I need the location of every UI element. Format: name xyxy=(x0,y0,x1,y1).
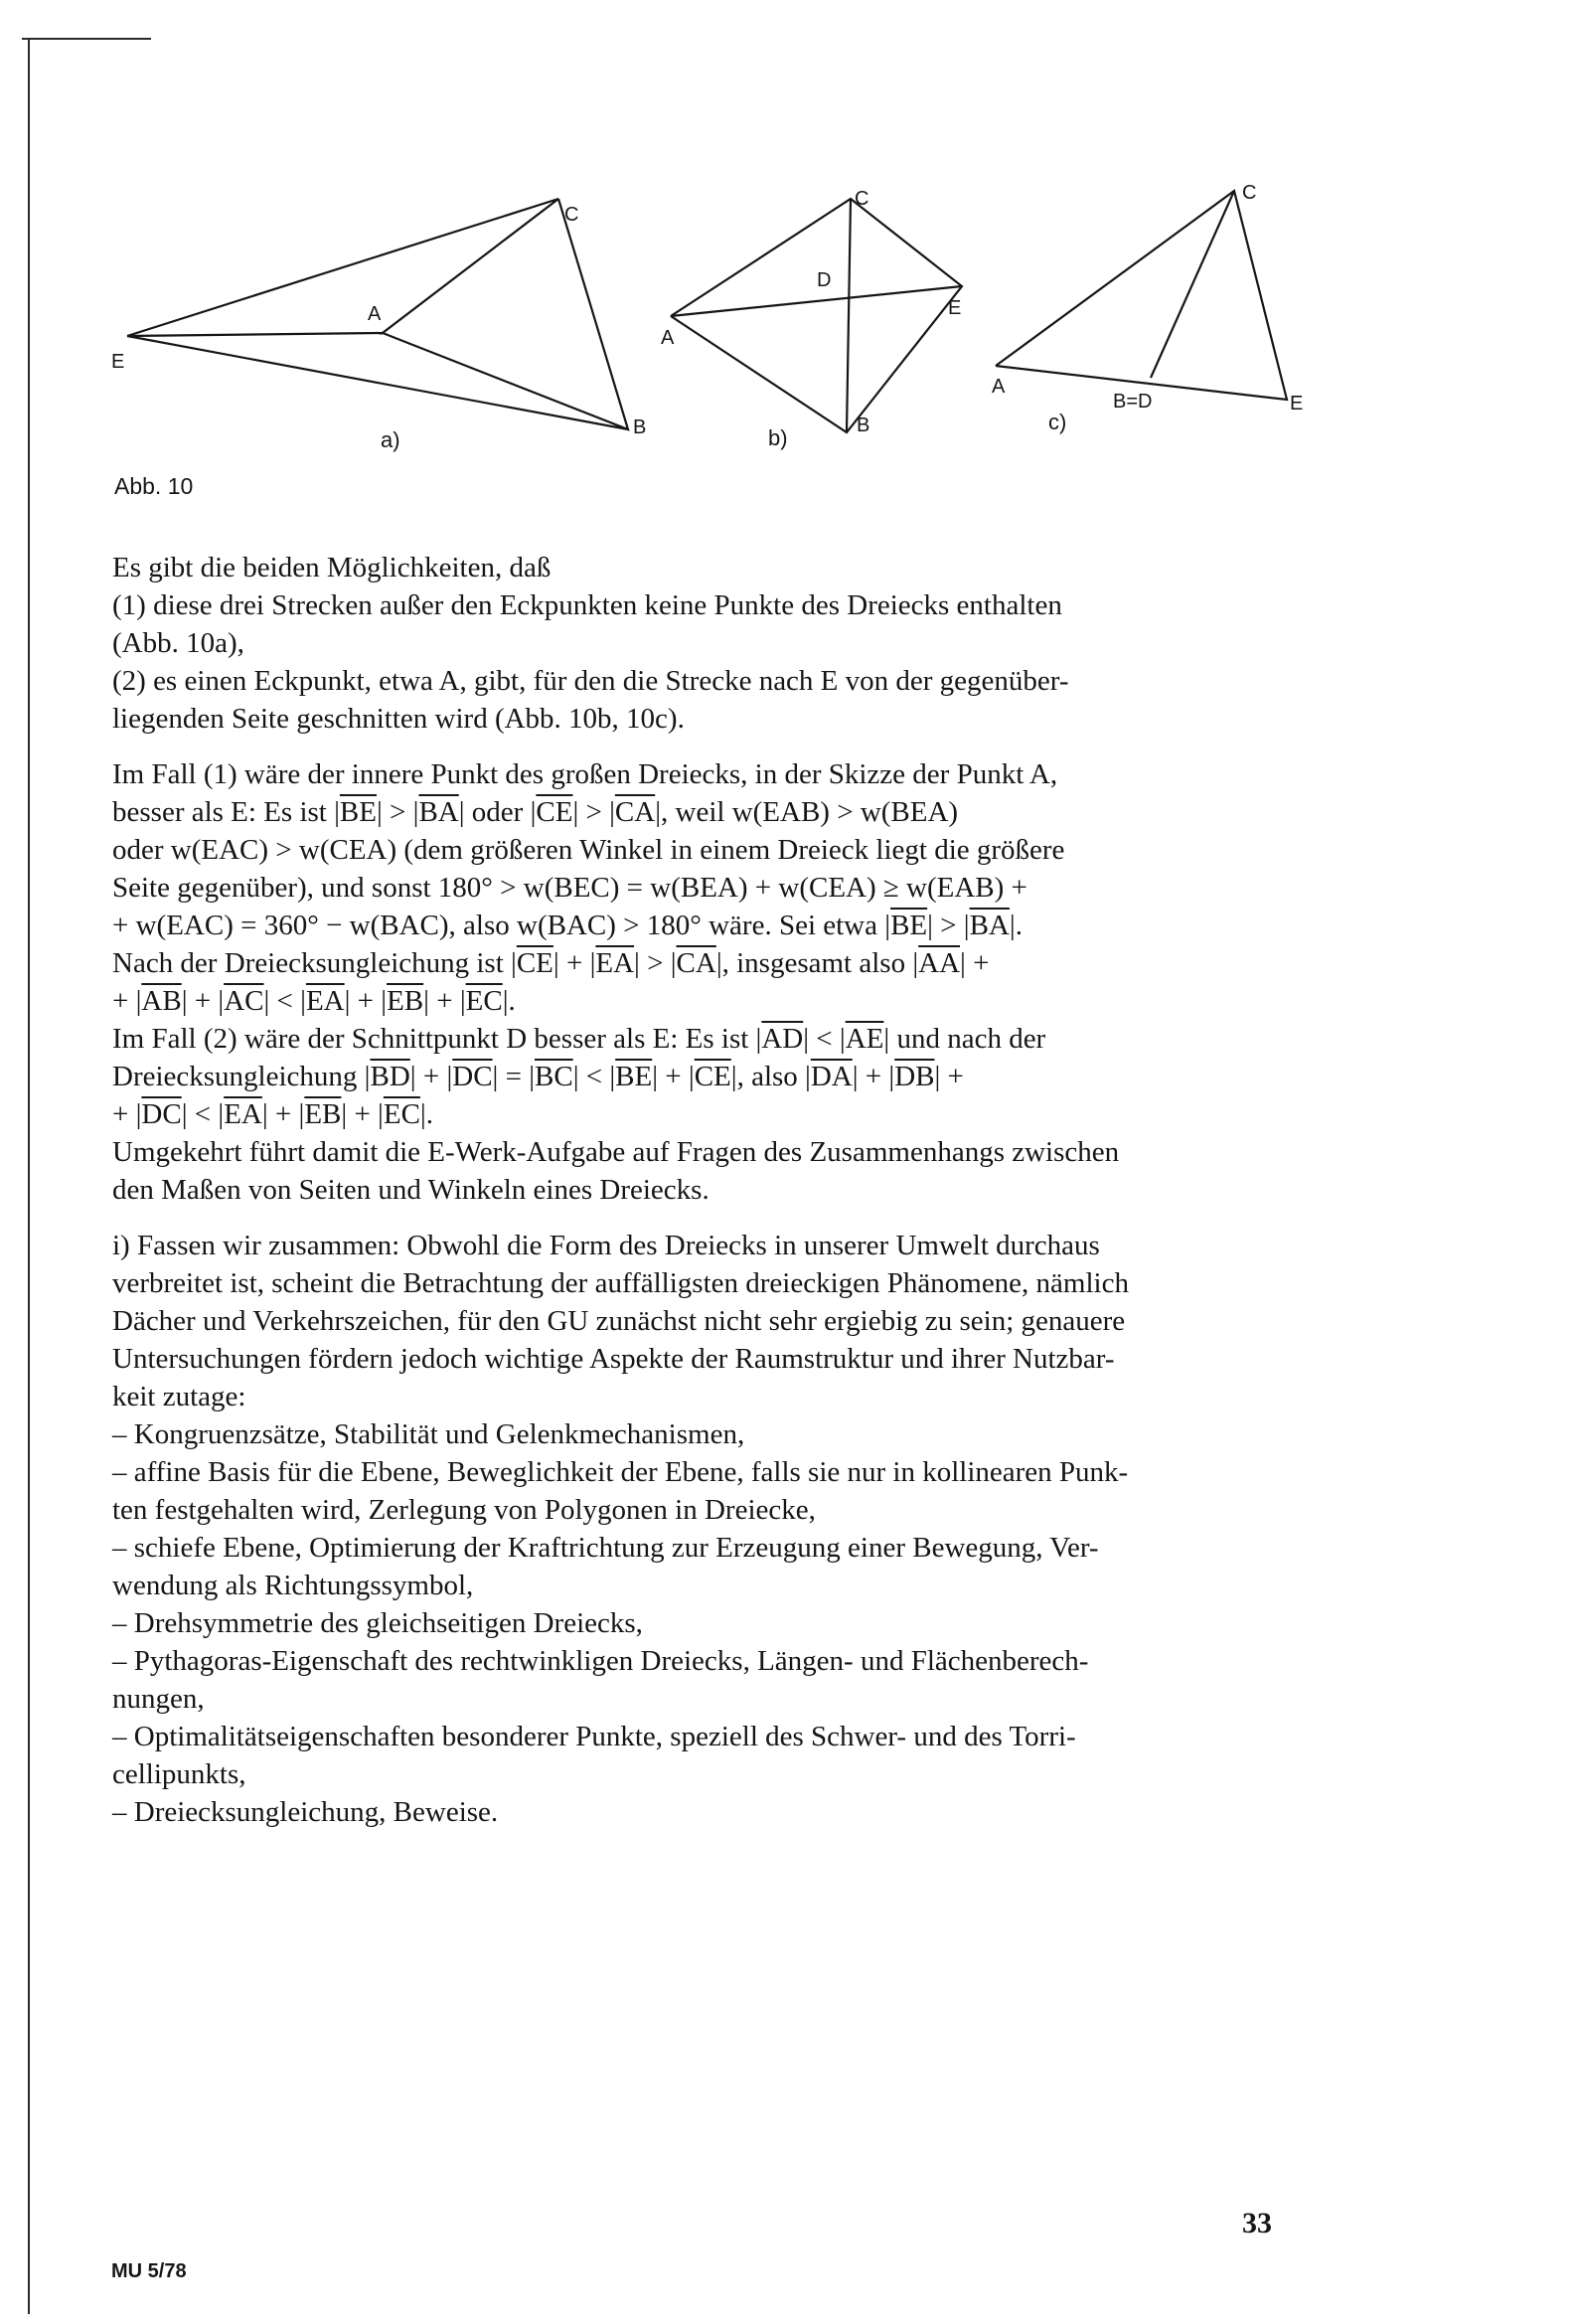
scan-margin-line xyxy=(28,38,30,2314)
text-line: ten festgehalten wird, Zerlegung von Polygonen in Dreiecke, xyxy=(112,1494,816,1526)
segment-ec-a xyxy=(127,199,558,336)
point-label-a-b: A xyxy=(661,327,675,349)
text-line: (2) es einen Eckpunkt, etwa A, gibt, für den die Strecke nach E von der gegenüber- xyxy=(112,665,1069,697)
body-text xyxy=(112,549,1285,1831)
text-line: wendung als Richtungssymbol, xyxy=(112,1570,474,1601)
triangle-abc-a xyxy=(383,199,628,429)
quad-acbe-b xyxy=(671,199,962,432)
panel-label-a: a) xyxy=(381,427,400,452)
segment-ea-a xyxy=(127,333,383,336)
text-line: (1) diese drei Strecken außer den Eckpunkten keine Punkte des Dreiecks enthalten xyxy=(112,589,1062,621)
text-line: Untersuchungen fördern jedoch wichtige Aspekte der Raumstruktur und ihrer Nutzbar- xyxy=(112,1343,1115,1375)
panel-a xyxy=(111,199,646,452)
text-line: oder w(EAC) > w(CEA) (dem größeren Winkel in einem Dreieck liegt die größere xyxy=(112,834,1065,866)
triangle-diagrams xyxy=(99,169,1322,507)
list-item: – Dreiecksungleichung, Beweise. xyxy=(112,1796,499,1828)
panel-label-c: c) xyxy=(1048,410,1067,434)
list-item: – affine Basis für die Ebene, Beweglichkeit der Ebene, falls sie nur in kollinearen Punk- xyxy=(112,1456,1129,1488)
text-line: nungen, xyxy=(112,1683,205,1715)
point-label-c-b: C xyxy=(855,188,869,210)
point-label-a-a: A xyxy=(368,303,382,325)
point-label-d-b: D xyxy=(817,269,832,291)
panel-c xyxy=(992,182,1303,434)
point-label-a-c: A xyxy=(992,376,1006,398)
text-line: cellipunkts, xyxy=(112,1758,246,1790)
text-line: Umgekehrt führt damit die E-Werk-Aufgabe auf Fragen des Zusammenhangs zwischen xyxy=(112,1136,1120,1168)
point-label-e-c: E xyxy=(1290,393,1304,415)
journal-reference: MU 5/78 xyxy=(111,2260,187,2282)
text-line: + w(EAC) = 360° − w(BAC), also w(BAC) > 180° wäre. Sei etwa $|\overline{BE}| > |\overline{BA}|$. xyxy=(112,910,1023,941)
text-line: Im Fall (1) wäre der innere Punkt des großen Dreiecks, in der Skizze der Punkt A, xyxy=(112,758,1058,790)
page-number: 33 xyxy=(1242,2207,1272,2240)
text-line: + $|\overline{AB}| + |\overline{AC}| < |\overline{EA}| + |\overline{EB}| + |\overline{EC}|$. xyxy=(112,985,516,1017)
point-label-c-a: C xyxy=(564,204,579,226)
list-item: – Kongruenzsätze, Stabilität und Gelenkmechanismen, xyxy=(112,1418,745,1450)
text-line: den Maßen von Seiten und Winkeln eines Dreiecks. xyxy=(112,1174,710,1206)
text-line: + $|\overline{DC}| < |\overline{EA}| + |\overline{EB}| + |\overline{EC}|$. xyxy=(112,1098,433,1130)
text-line: besser als E: Es ist $|\overline{BE}| > |\overline{BA}|$ oder $|\overline{CE}| > |\overline{CA}|$, weil w(EAB) > w(BEA) xyxy=(112,796,959,828)
segment-cb-b xyxy=(847,199,851,432)
point-label-bd-c: B=D xyxy=(1113,391,1153,413)
segment-eb-a xyxy=(127,336,628,429)
panel-label-b: b) xyxy=(768,425,788,450)
point-label-c-c: C xyxy=(1242,182,1257,204)
list-item: – Optimalitätseigenschaften besonderer Punkte, speziell des Schwer- und des Torri- xyxy=(112,1721,1076,1752)
text-line: keit zutage: xyxy=(112,1381,246,1412)
panel-b xyxy=(661,188,962,450)
list-item: – Drehsymmetrie des gleichseitigen Dreiecks, xyxy=(112,1607,643,1639)
segment-cd-c xyxy=(1151,191,1234,378)
text-line: Es gibt die beiden Möglichkeiten, daß xyxy=(112,552,552,583)
figure-caption: Abb. 10 xyxy=(114,473,194,499)
text-line: Dächer und Verkehrszeichen, für den GU zunächst nicht sehr ergiebig zu sein; genauere xyxy=(112,1305,1126,1337)
point-label-e-b: E xyxy=(948,297,962,319)
point-label-b-a: B xyxy=(633,416,647,438)
figure-abb-10 xyxy=(99,169,1322,507)
list-item: – schiefe Ebene, Optimierung der Kraftrichtung zur Erzeugung einer Bewegung, Ver- xyxy=(112,1532,1099,1564)
text-line: verbreitet ist, scheint die Betrachtung der auffälligsten dreieckigen Phänomene, nämlich xyxy=(112,1267,1129,1299)
triangle-ace-c xyxy=(996,191,1287,400)
point-label-e-a: E xyxy=(111,351,125,373)
text-line: Dreiecksungleichung $|\overline{BD}| + |\overline{DC}| = |\overline{BC}| < |\overline{BE}| + |\overline{CE}|$, also $|\overline{DA}| + |\overline{DB}|$ + xyxy=(112,1061,964,1092)
text-line: liegenden Seite geschnitten wird (Abb. 10b, 10c). xyxy=(112,703,685,735)
scan-corner-mark xyxy=(22,38,151,40)
text-line: Im Fall (2) wäre der Schnittpunkt D besser als E: Es ist $|\overline{AD}| < |\overline{AE}|$ und nach der xyxy=(112,1023,1046,1055)
text-line: (Abb. 10a), xyxy=(112,627,244,659)
text-line: i) Fassen wir zusammen: Obwohl die Form des Dreiecks in unserer Umwelt durchaus xyxy=(112,1230,1100,1261)
point-label-b-b: B xyxy=(857,415,870,436)
text-line: Nach der Dreiecksungleichung ist $|\overline{CE}| + |\overline{EA}| > |\overline{CA}|$, insgesamt also $|\overline{AA}|$ + xyxy=(112,947,990,979)
text-line: Seite gegenüber), und sonst 180° > w(BEC) = w(BEA) + w(CEA) ≥ w(EAB) + xyxy=(112,872,1027,904)
list-item: – Pythagoras-Eigenschaft des rechtwinkligen Dreiecks, Längen- und Flächenberech- xyxy=(112,1645,1089,1677)
